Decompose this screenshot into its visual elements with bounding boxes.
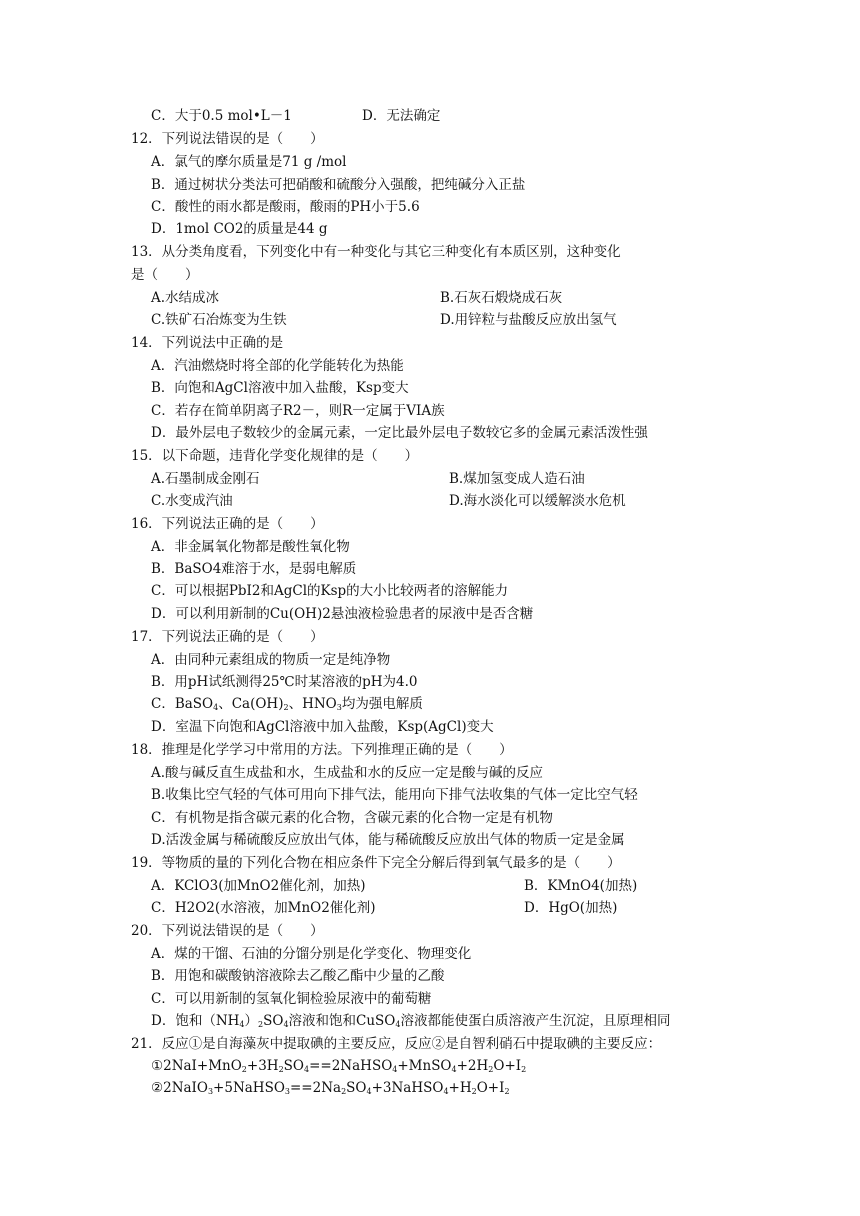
q16-option-a: A．非金属氧化物都是酸性氧化物 [151, 539, 350, 555]
q19-option-a: A．KClO3(加MnO2催化剂，加热) [151, 878, 366, 894]
q17-c-sub: 4 [213, 703, 219, 712]
q20-option-c: C．可以用新制的氢氧化铜检验尿液中的葡萄糖 [151, 991, 432, 1007]
q17-c-text: C．BaSO [151, 696, 214, 712]
equation-subscript: 4 [304, 1065, 310, 1074]
q20-d-text: ） [244, 1013, 259, 1029]
equation-term: O+I [476, 1080, 505, 1096]
q13-option-b: B.石灰石煅烧成石灰 [440, 290, 563, 306]
q20-d-sub: 4 [283, 1020, 289, 1029]
q13-option-a: A.水结成冰 [151, 290, 220, 306]
q17-stem: 17．下列说法正确的是（ ） [131, 629, 324, 645]
q21-equation-2 [151, 1080, 510, 1100]
q12-option-a: A．氯气的摩尔质量是71 g /mol [151, 154, 347, 170]
q12-option-d: D．1mol CO2的质量是44 g [151, 221, 328, 237]
equation-term: +5NaHSO [213, 1080, 285, 1096]
equation-term: SO [283, 1058, 304, 1074]
equation-subscript: 4 [366, 1087, 372, 1096]
q15-option-a: A.石墨制成金刚石 [151, 471, 260, 487]
q13-stem-line2: 是（ ） [131, 267, 199, 283]
q18-option-b: B.收集比空气轻的气体可用向下排气法，能用向下排气法收集的气体一定比空气轻 [151, 787, 638, 803]
equation-term: ==2NaHSO [309, 1058, 393, 1074]
q16-option-d: D．可以利用新制的Cu(OH)2悬浊液检验患者的尿液中是否含糖 [151, 606, 534, 622]
q20-d-sub: 2 [258, 1020, 264, 1029]
q17-option-a: A．由同种元素组成的物质一定是纯净物 [151, 652, 391, 668]
q20-option-d [151, 1013, 670, 1033]
q18-option-d: D.活泼金属与稀硫酸反应放出气体，能与稀硫酸反应放出气体的物质一定是金属 [151, 832, 625, 848]
q14-option-a: A．汽油燃烧时将全部的化学能转化为热能 [151, 358, 404, 374]
q20-stem: 20．下列说法错误的是（ ） [131, 923, 324, 939]
q20-d-sub: 4 [395, 1020, 401, 1029]
q17-c-text: 均为强电解质 [341, 696, 423, 712]
equation-term: +3H [246, 1058, 279, 1074]
equation-subscript: 4 [392, 1065, 398, 1074]
q19-option-d: D．HgO(加热) [524, 900, 618, 916]
q17-option-b: B．用pH试纸测得25℃时某溶液的pH为4.0 [151, 674, 418, 690]
q20-d-text: 溶液都能使蛋白质溶液产生沉淀，且原理相同 [400, 1013, 671, 1029]
q16-option-c: C．可以根据PbI2和AgCl的Ksp的大小比较两者的溶解能力 [151, 583, 509, 599]
q20-d-sub: 4 [239, 1020, 245, 1029]
q11-option-c: C．大于0.5 mol•L－1 [151, 108, 292, 124]
q17-c-sub: 2 [283, 703, 289, 712]
q12-stem: 12．下列说法错误的是（ ） [131, 131, 324, 147]
q20-option-b: B．用饱和碳酸钠溶液除去乙酸乙酯中少量的乙酸 [151, 968, 445, 984]
equation-term: +MnSO [397, 1058, 452, 1074]
q15-option-b: B.煤加氢变成人造石油 [449, 471, 585, 487]
q15-option-d: D.海水淡化可以缓解淡水危机 [449, 493, 626, 509]
q12-option-c: C．酸性的雨水都是酸雨，酸雨的PH小于5.6 [151, 199, 420, 215]
equation-subscript: 3 [207, 1087, 214, 1096]
q16-stem: 16．下列说法正确的是（ ） [131, 516, 324, 532]
q20-d-text: D．饱和（NH [151, 1013, 240, 1029]
equation-term: +3NaHSO [371, 1080, 444, 1096]
q17-c-text: 、Ca(OH) [218, 696, 284, 712]
equation-subscript: 2 [521, 1065, 527, 1074]
equation-term: ①2NaI+MnO [151, 1058, 242, 1074]
q12-option-b: B．通过树状分类法可把硝酸和硫酸分入强酸，把纯碱分入正盐 [151, 177, 526, 193]
equation-subscript: 4 [443, 1087, 449, 1096]
q17-option-c [151, 696, 423, 716]
q14-option-b: B．向饱和AgCl溶液中加入盐酸，Ksp变大 [151, 380, 409, 396]
q14-option-d: D．最外层电子数较少的金属元素，一定比最外层电子数较它多的金属元素活泼性强 [151, 425, 648, 441]
q11-option-d: D．无法确定 [362, 108, 441, 124]
q17-c-text: 、HNO [288, 696, 337, 712]
q13-stem-line1: 13．从分类角度看，下列变化中有一种变化与其它三种变化有本质区别，这种变化 [131, 244, 621, 260]
q19-option-b: B．KMnO4(加热) [524, 878, 638, 894]
q15-stem: 15．以下命题，违背化学变化规律的是（ ） [131, 448, 419, 464]
equation-subscript: 2 [488, 1065, 494, 1074]
equation-term: O+I [493, 1058, 522, 1074]
equation-subscript: 2 [241, 1065, 247, 1074]
equation-term: +2H [456, 1058, 489, 1074]
equation-subscript: 2 [341, 1087, 347, 1096]
q13-option-c: C.铁矿石冶炼变为生铁 [151, 312, 287, 328]
equation-term: ②2NaIO [151, 1080, 208, 1096]
equation-subscript: 2 [471, 1087, 477, 1096]
equation-term: ==2Na [290, 1080, 342, 1096]
equation-term: +H [448, 1080, 472, 1096]
q20-d-text: 溶液和饱和CuSO [288, 1013, 396, 1029]
equation-subscript: 4 [451, 1065, 457, 1074]
q18-stem: 18．推理是化学学习中常用的方法。下列推理正确的是（ ） [131, 742, 513, 758]
q21-stem: 21．反应①是自海藻灰中提取碘的主要反应，反应②是自智利硝石中提取碘的主要反应： [131, 1036, 662, 1052]
q14-stem: 14．下列说法中正确的是 [131, 335, 284, 351]
q19-stem: 19．等物质的量的下列化合物在相应条件下完全分解后得到氧气最多的是（ ） [131, 855, 621, 871]
q18-option-c: C．有机物是指含碳元素的化合物，含碳元素的化合物一定是有机物 [151, 810, 553, 826]
q18-option-a: A.酸与碱反直生成盐和水，生成盐和水的反应一定是酸与碱的反应 [151, 765, 544, 781]
q16-option-b: B．BaSO4难溶于水，是弱电解质 [151, 561, 357, 577]
q13-option-d: D.用锌粒与盐酸反应放出氢气 [440, 312, 617, 328]
q20-option-a: A．煤的干馏、石油的分馏分别是化学变化、物理变化 [151, 946, 472, 962]
q17-option-d: D．室温下向饱和AgCl溶液中加入盐酸，Ksp(AgCl)变大 [151, 719, 494, 735]
equation-term: SO [346, 1080, 367, 1096]
q19-option-c: C．H2O2(水溶液，加MnO2催化剂) [151, 900, 376, 916]
equation-subscript: 2 [278, 1065, 284, 1074]
equation-subscript: 3 [284, 1087, 290, 1096]
q17-c-sub: 3 [336, 703, 342, 712]
q20-d-text: SO [263, 1013, 284, 1029]
q21-equation-1 [151, 1058, 526, 1078]
q15-option-c: C.水变成汽油 [151, 493, 233, 509]
q14-option-c: C．若存在简单阴离子R2－，则R一定属于VIA族 [151, 403, 445, 419]
equation-subscript: 2 [504, 1087, 510, 1096]
